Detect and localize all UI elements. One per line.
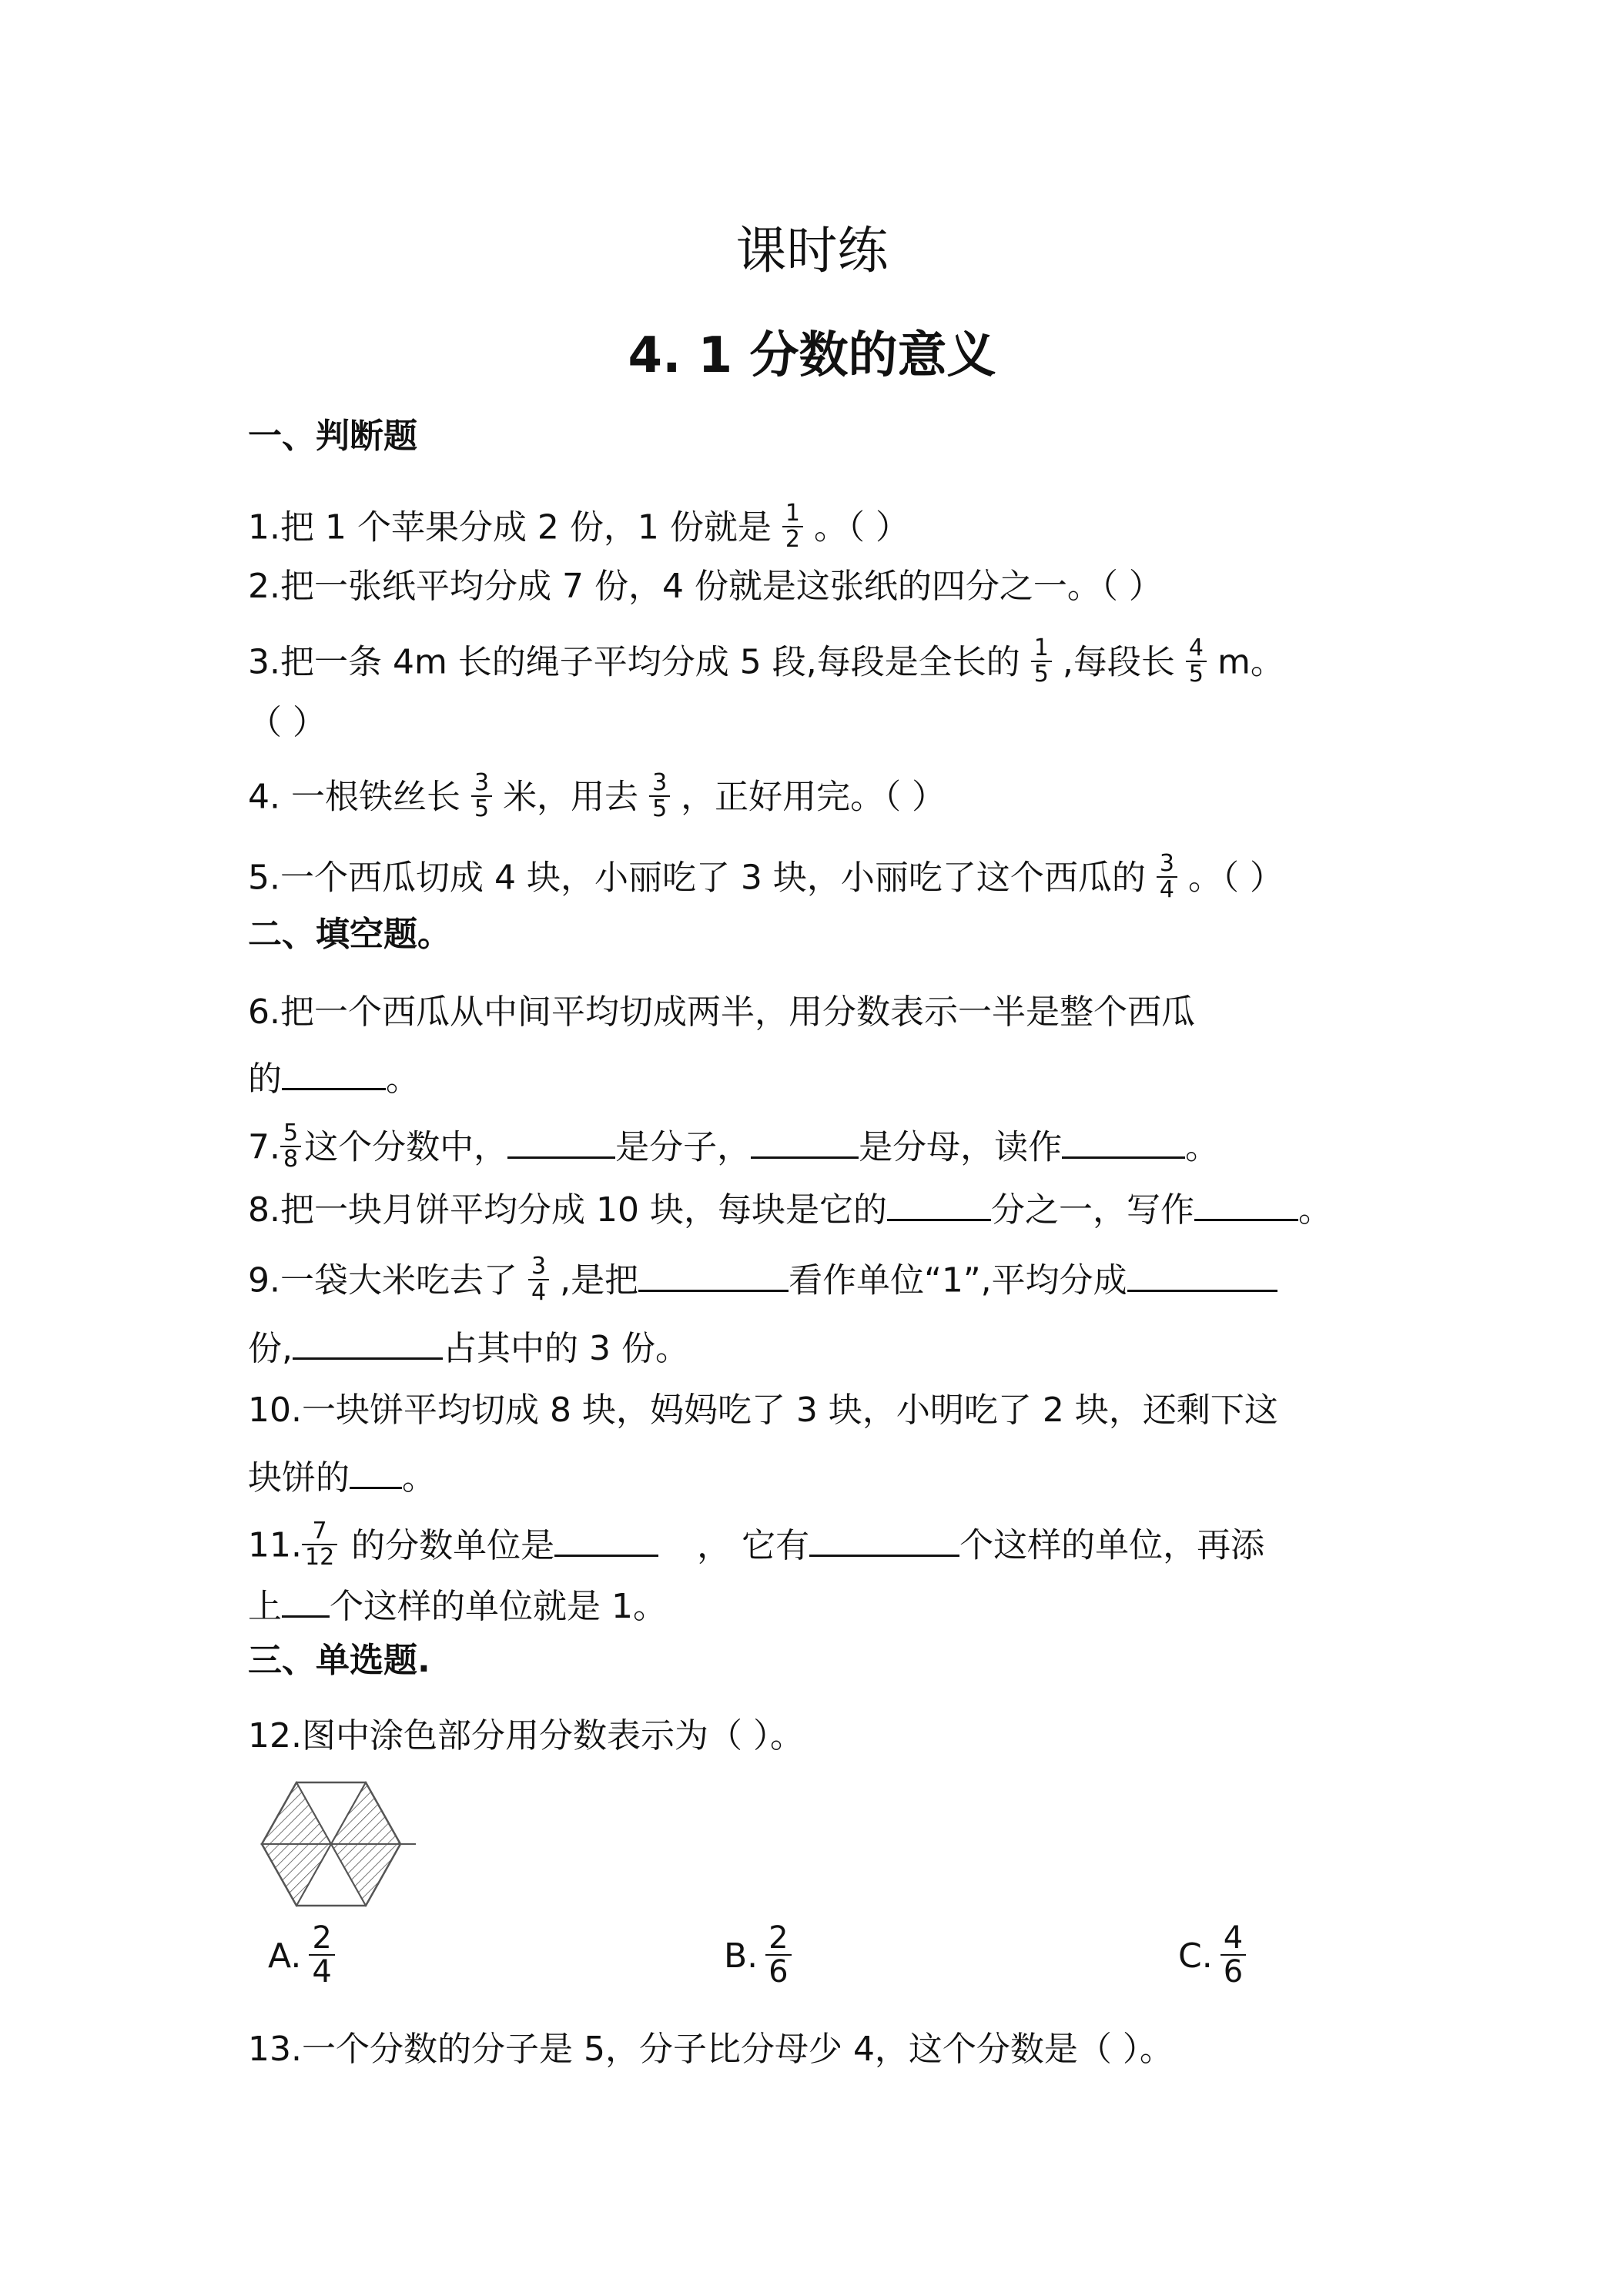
q12-option-c-fraction bbox=[1221, 1922, 1246, 1988]
q5-fraction-numerator: 3 bbox=[1159, 850, 1175, 877]
q3-fraction-1 bbox=[1031, 636, 1052, 686]
q12-option-c[interactable] bbox=[1178, 1920, 1246, 1991]
section-heading-judgement: 一、判断题 bbox=[248, 417, 417, 456]
q3-fraction-2-denominator: 5 bbox=[1186, 661, 1207, 687]
q6-answer-blank[interactable] bbox=[282, 1059, 386, 1090]
question-1 bbox=[248, 500, 909, 554]
q5-answer-bracket[interactable]: 。（ ） bbox=[1188, 858, 1284, 898]
q5-fraction bbox=[1157, 852, 1177, 902]
q7-denominator-blank[interactable] bbox=[751, 1127, 859, 1159]
q3-text-2: ,每段长 bbox=[1062, 642, 1175, 682]
q3-text: 3.把一条 4m 长的绳子平均分成 5 段,每段是全长的 bbox=[248, 642, 1020, 682]
q8-text: 8.把一块月饼平均分成 10 块，每块是它的 bbox=[248, 1190, 887, 1230]
q10-text-2: 块饼的 bbox=[248, 1458, 350, 1498]
question-3-bracket[interactable] bbox=[248, 703, 326, 742]
question-12 bbox=[248, 1716, 804, 1755]
q11-text-4: 上 bbox=[248, 1587, 282, 1626]
q7-numerator-blank[interactable] bbox=[507, 1127, 615, 1159]
q3-text-3: m。 bbox=[1217, 642, 1284, 682]
question-2 bbox=[248, 567, 1163, 606]
q10-text: 10.一块饼平均切成 8 块，妈妈吃了 3 块，小明吃了 2 块，还剩下这 bbox=[248, 1391, 1278, 1430]
q12-option-c-numerator: 4 bbox=[1223, 1920, 1244, 1956]
q1-answer-bracket[interactable]: 。（ ） bbox=[814, 507, 909, 547]
q3-fraction-2-numerator: 4 bbox=[1188, 634, 1204, 661]
q13-text: 13.一个分数的分子是 5，分子比分母少 4，这个分数是（ ）。 bbox=[248, 2030, 1174, 2069]
q11-add-blank[interactable] bbox=[282, 1586, 330, 1618]
q12-option-a-numerator: 2 bbox=[312, 1920, 332, 1956]
q9-text-5: 占其中的 3 份。 bbox=[443, 1329, 689, 1368]
q9-text-3: 看作单位“1”,平均分成 bbox=[789, 1260, 1127, 1300]
q11-count-blank[interactable] bbox=[809, 1525, 959, 1557]
q8-text-3: 。 bbox=[1298, 1190, 1332, 1230]
q4-fraction-1-numerator: 3 bbox=[474, 769, 490, 796]
q11-text-5: 个这样的单位就是 1。 bbox=[330, 1587, 667, 1626]
q4-answer-bracket[interactable]: ，正好用完。（ ） bbox=[681, 777, 946, 817]
q7-reading-blank[interactable] bbox=[1062, 1127, 1185, 1159]
question-10 bbox=[248, 1391, 1278, 1430]
question-13 bbox=[248, 2030, 1174, 2069]
question-3 bbox=[248, 634, 1284, 689]
question-5 bbox=[248, 850, 1284, 905]
q4-text-2: 米，用去 bbox=[503, 777, 639, 817]
q1-fraction bbox=[782, 501, 803, 551]
q7-text-2: 是分子， bbox=[615, 1127, 752, 1167]
question-9 bbox=[248, 1253, 1277, 1307]
question-6-continued bbox=[248, 1059, 420, 1099]
q12-option-a[interactable] bbox=[268, 1920, 335, 1991]
q4-fraction-2-numerator: 3 bbox=[652, 769, 668, 796]
q6-text: 6.把一个西瓜从中间平均切成两半，用分数表示一半是整个西瓜 bbox=[248, 992, 1195, 1032]
q8-text-2: 分之一，写作 bbox=[990, 1190, 1194, 1230]
q7-text-3: 是分母，读作 bbox=[859, 1127, 1063, 1167]
q6-text-2: 的 bbox=[248, 1059, 282, 1099]
q10-answer-blank[interactable] bbox=[350, 1458, 402, 1489]
shaded-triangle bbox=[331, 1782, 400, 1844]
q12-option-a-label: A. bbox=[268, 1936, 302, 1976]
q11-unit-blank[interactable] bbox=[554, 1525, 658, 1557]
q9-blank-3[interactable] bbox=[293, 1328, 443, 1360]
q3-fraction-1-numerator: 1 bbox=[1033, 634, 1049, 661]
question-4 bbox=[248, 769, 946, 824]
q7-fraction-numerator: 5 bbox=[283, 1120, 299, 1146]
q12-option-b-label: B. bbox=[724, 1936, 758, 1976]
q11-number: 11. bbox=[248, 1525, 302, 1565]
question-11 bbox=[248, 1518, 1265, 1572]
q7-fraction-denominator: 8 bbox=[280, 1146, 301, 1172]
page-title: 课时练 bbox=[735, 221, 889, 280]
q11-text-3: 个这样的单位，再添 bbox=[959, 1525, 1265, 1565]
question-10-continued bbox=[248, 1458, 436, 1498]
q9-text: 9.一袋大米吃去了 bbox=[248, 1260, 517, 1300]
q12-option-a-denominator: 4 bbox=[309, 1954, 334, 1988]
section-heading-single-choice: 三、单选题. bbox=[248, 1641, 430, 1680]
q4-text: 4. 一根铁丝长 bbox=[248, 777, 460, 817]
shaded-triangle bbox=[262, 1844, 331, 1906]
q9-fraction bbox=[528, 1254, 549, 1304]
q9-text-2: ,是把 bbox=[560, 1260, 639, 1300]
q11-text-2: ， 它有 bbox=[697, 1525, 810, 1565]
question-6 bbox=[248, 992, 1195, 1032]
q1-fraction-denominator: 2 bbox=[782, 526, 803, 552]
question-11-continued bbox=[248, 1586, 667, 1624]
q3-answer-bracket[interactable]: （ ） bbox=[248, 703, 326, 742]
q12-option-a-fraction bbox=[309, 1922, 334, 1988]
q1-text: 1.把 1 个苹果分成 2 份，1 份就是 bbox=[248, 507, 772, 547]
q11-fraction bbox=[302, 1519, 337, 1569]
q4-fraction-1-denominator: 5 bbox=[471, 795, 492, 822]
shaded-triangle bbox=[262, 1782, 331, 1844]
q12-option-b-numerator: 2 bbox=[768, 1920, 789, 1956]
q7-number: 7. bbox=[248, 1127, 280, 1167]
q6-text-3: 。 bbox=[386, 1059, 420, 1099]
shaded-triangle bbox=[331, 1844, 400, 1906]
q9-blank-2[interactable] bbox=[1127, 1260, 1277, 1292]
page-subtitle: 4. 1 分数的意义 bbox=[628, 327, 996, 384]
q4-fraction-2-denominator: 5 bbox=[649, 795, 670, 822]
q5-text: 5.一个西瓜切成 4 块，小丽吃了 3 块，小丽吃了这个西瓜的 bbox=[248, 858, 1146, 898]
question-9-continued bbox=[248, 1328, 689, 1366]
q9-text-4: 份, bbox=[248, 1329, 293, 1368]
question-8 bbox=[248, 1190, 1332, 1230]
q12-option-b-denominator: 6 bbox=[765, 1954, 791, 1988]
q11-text: 的分数单位是 bbox=[351, 1525, 555, 1565]
q10-text-3: 。 bbox=[402, 1458, 436, 1498]
q7-fraction bbox=[280, 1121, 301, 1171]
q1-fraction-numerator: 1 bbox=[785, 500, 800, 527]
q8-blank-2[interactable] bbox=[1194, 1190, 1298, 1221]
q12-option-c-denominator: 6 bbox=[1221, 1954, 1246, 1988]
q7-text-4: 。 bbox=[1185, 1127, 1220, 1167]
q5-fraction-denominator: 4 bbox=[1157, 876, 1177, 902]
q4-fraction-1 bbox=[471, 771, 492, 821]
q9-blank-1[interactable] bbox=[638, 1260, 789, 1292]
q8-blank-1[interactable] bbox=[887, 1190, 991, 1221]
q7-text: 这个分数中， bbox=[304, 1127, 508, 1167]
q12-text: 12.图中涂色部分用分数表示为（ ）。 bbox=[248, 1716, 804, 1755]
q12-option-b[interactable] bbox=[724, 1920, 792, 1991]
section-heading-fill-blank: 二、填空题。 bbox=[248, 915, 451, 954]
q4-fraction-2 bbox=[649, 771, 670, 821]
q11-fraction-denominator: 12 bbox=[302, 1544, 337, 1570]
q12-option-c-label: C. bbox=[1178, 1936, 1213, 1976]
q2-text: 2.把一张纸平均分成 7 份，4 份就是这张纸的四分之一。（ ） bbox=[248, 567, 1163, 606]
q9-fraction-denominator: 4 bbox=[528, 1279, 549, 1305]
hexagon-figure bbox=[254, 1771, 424, 1917]
q3-fraction-1-denominator: 5 bbox=[1031, 661, 1052, 687]
q11-fraction-numerator: 7 bbox=[312, 1518, 327, 1545]
q9-fraction-numerator: 3 bbox=[531, 1253, 547, 1280]
q3-fraction-2 bbox=[1186, 636, 1207, 686]
q12-option-b-fraction bbox=[765, 1922, 791, 1988]
question-7 bbox=[248, 1120, 1220, 1174]
